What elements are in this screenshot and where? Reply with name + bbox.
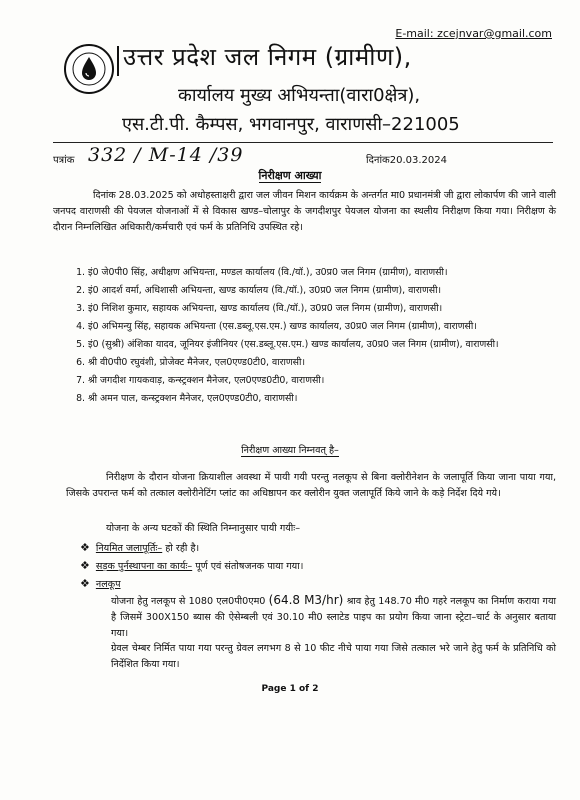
organization-name: उत्तर प्रदेश जल निगम (ग्रामीण), <box>123 43 412 71</box>
patrank-label: पत्रांक <box>53 155 75 166</box>
intro-paragraph: दिनांक 28.03.2025 को अधोहस्ताक्षरी द्वारा जल जीवन मिशन कार्यक्रम के अन्तर्गत मा0 प्रधानमंत्री जी द्वारा लोकार्पण की जाने वाली जनपद वाराणसी की पेयजल योजनाओं में से विकास खण्ड–चोलापुर के जगदीशपुर पेयजल योजना का स्थलीय निरीक्षण किया गया। निरीक्षण के दौरान निम्नलिखित अधिकारी/कर्मचारी एवं फर्म के प्रतिनिधि उपस्थित रहे। <box>53 190 556 233</box>
page-number: Page 1 of 2 <box>261 684 319 694</box>
findings-paragraph: निरीक्षण के दौरान योजना क्रियाशील अवस्था में पायी गयी परन्तु नलकूप से बिना क्लोरीनेशन के जलापूर्ति किया जाना पाया गया, जिसके उपरान्त फर्म को तत्काल क्लोरीनेटिंग प्लांट का अधिष्ठापन कर क्लोरीन युक्त जलापूर्ति किये जाने के कड़े निर्देश दिये गये। <box>66 472 556 499</box>
list-item: 8. श्री अमन पाल, कन्स्ट्रक्शन मैनेजर, एल0एण्ड0टी0, वाराणसी। <box>88 391 576 407</box>
components-line: योजना के अन्य घटकों की स्थिति निम्नानुसार पायी गयीः– <box>106 523 301 534</box>
tubewell-paragraph-1: योजना हेतु नलकूप से 1080 एल0पी0एम0 (64.8 M3/hr) श्राव हेतु 148.70 मी0 गहरे नलकूप का निर्माण कराया गया है जिसमें 300X150 ब्यास की ऐसेम्बली एवं 30.10 मी0 स्लाटेड पाइप का प्रयोग किया जाना स्ट्रेटा–चार्ट के अनुसार बताया गया। <box>111 593 557 639</box>
jal-nigam-logo-icon <box>64 44 114 94</box>
office-address: एस.टी.पी. कैम्पस, भगवानपुर, वाराणसी–221005 <box>122 114 460 135</box>
diamond-bullet-icon: ❖ <box>80 541 90 554</box>
findings-title: निरीक्षण आख्या निम्नवत् है– <box>241 445 339 456</box>
diamond-bullet-icon: ❖ <box>80 577 90 590</box>
letter-number-handwritten: 332 / M-14 /39 <box>88 144 244 166</box>
list-item: 3. इं0 निशिश कुमार, सहायक अभियन्ता, खण्ड कार्यालय (वि./यॉ.), उ0प्र0 जल निगम (ग्रामीण), वाराणसी। <box>88 301 576 317</box>
bullet-water-supply: ❖ नियमित जलापूर्तिः– हो रही है। <box>80 541 200 554</box>
diamond-bullet-icon: ❖ <box>80 559 90 572</box>
letter-date: दिनांक20.03.2024 <box>366 155 447 166</box>
header-rule <box>53 142 553 143</box>
officials-list <box>66 265 576 409</box>
list-item: 6. श्री वी0पी0 रघुवंशी, प्रोजेक्ट मैनेजर, एल0एण्ड0टी0, वाराणसी। <box>88 355 576 371</box>
tubewell-paragraph-2: ग्रेवल चेम्बर निर्मित पाया गया परन्तु ग्रेवल लगभग 8 से 10 फीट नीचे पाया गया जिसे तत्काल भरे जाने हेतु फर्म के प्रतिनिधि को निर्देशित किया गया। <box>111 643 556 670</box>
list-item: 1. इं0 जे0पी0 सिंह, अधीक्षण अभियन्ता, मण्डल कार्यालय (वि./यॉ.), उ0प्र0 जल निगम (ग्रामीण), वाराणसी। <box>88 265 576 281</box>
header-divider <box>117 46 119 76</box>
bullet-road-restoration: ❖ सड़क पुर्नस्थापना का कार्यः– पूर्ण एवं संतोषजनक पाया गया। <box>80 559 304 572</box>
list-item: 5. इं0 (सुश्री) अंशिका यादव, जूनियर इंजीनियर (एस.डब्लू.एस.एम.) खण्ड कार्यालय, उ0प्र0 जल निगम (ग्रामीण), वाराणसी। <box>88 337 576 353</box>
list-item: 2. इं0 आदर्श वर्मा, अधिशासी अभियन्ता, खण्ड कार्यालय (वि./यॉ.), उ0प्र0 जल निगम (ग्रामीण), वाराणसी। <box>88 283 576 299</box>
email-address: E-mail: zcejnvar@gmail.com <box>395 27 552 40</box>
bullet-tubewell: ❖ नलकूप <box>80 577 121 590</box>
list-item: 4. इं0 अभिमन्यु सिंह, सहायक अभियन्ता (एस.डब्लू.एस.एम.) खण्ड कार्यालय, उ0प्र0 जल निगम (ग्रामीण), वाराणसी। <box>88 319 576 335</box>
document-title: निरीक्षण आख्या <box>258 169 322 182</box>
list-item: 7. श्री जगदीश गायकवाड़, कन्स्ट्रक्शन मैनेजर, एल0एण्ड0टी0, वाराणसी। <box>88 373 576 389</box>
office-name: कार्यालय मुख्य अभियन्ता(वारा0क्षेत्र), <box>178 85 421 106</box>
